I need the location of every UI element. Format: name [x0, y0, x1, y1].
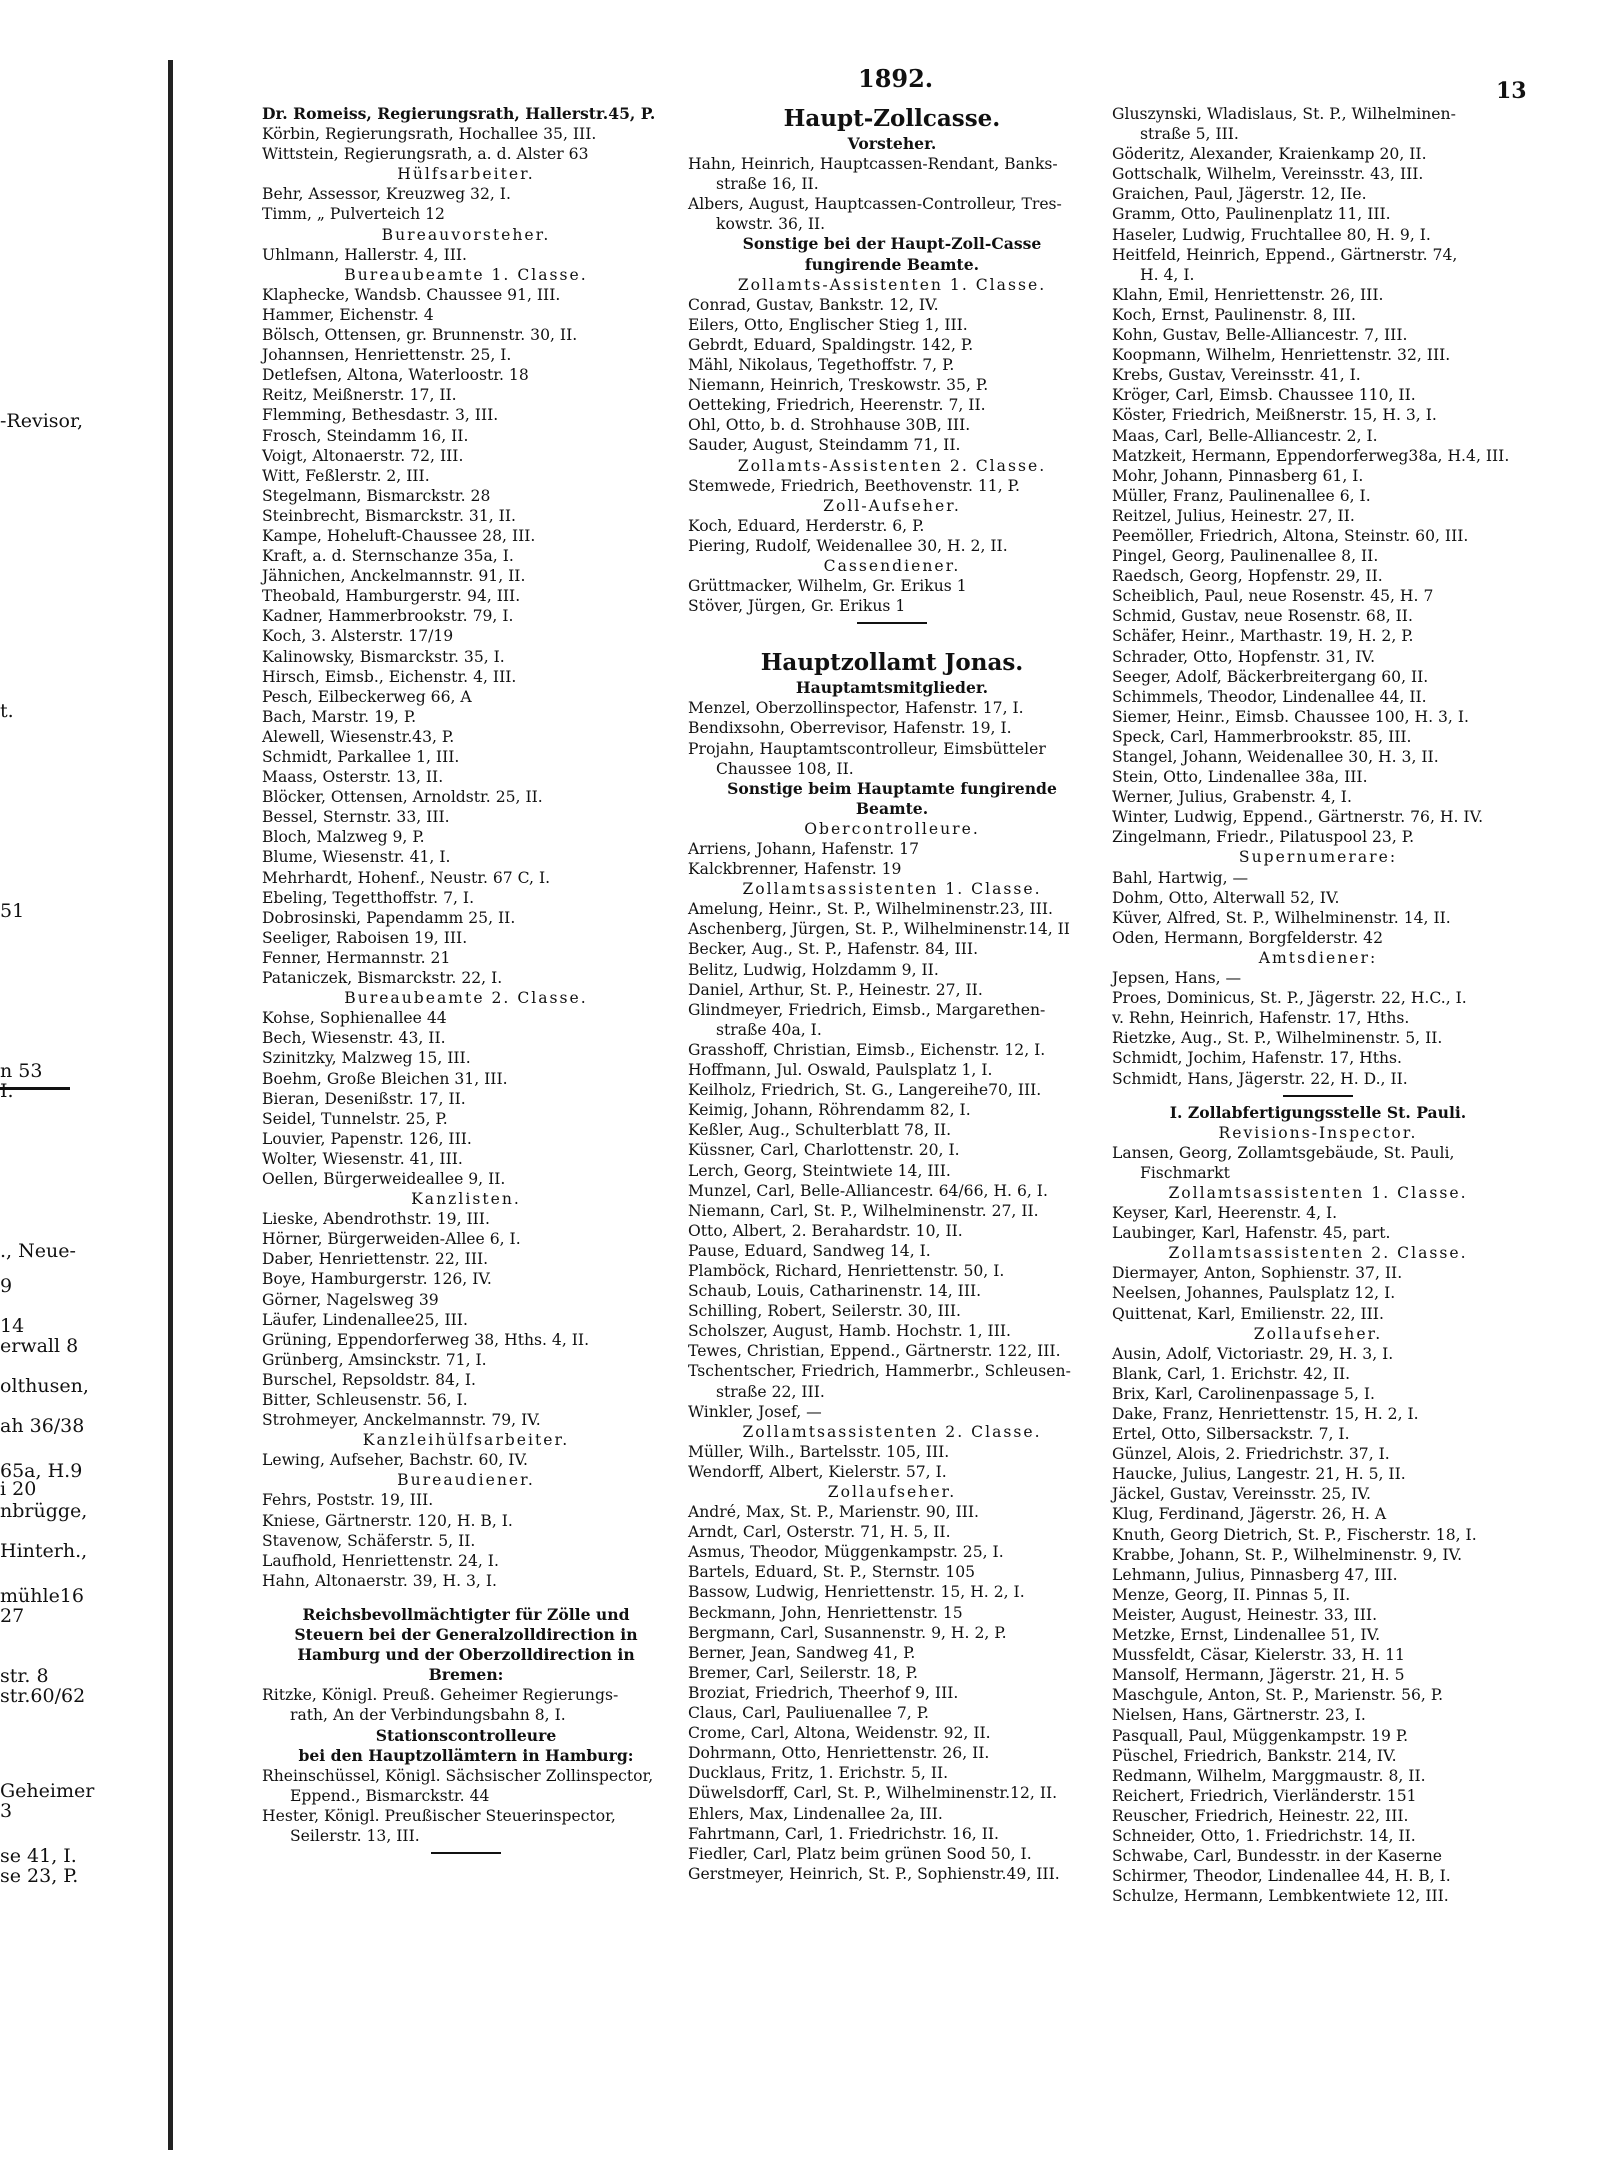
entry-line: Eppend., Bismarckstr. 44	[290, 1786, 490, 1805]
bleed-fragment: Hinterh.,	[0, 1540, 88, 1562]
entry-line: Quittenat, Karl, Emilienstr. 22, III.	[1112, 1304, 1384, 1323]
entry-line: Köster, Friedrich, Meißnerstr. 15, H. 3, I.	[1112, 406, 1437, 425]
entry-line: Laufhold, Henriettenstr. 24, I.	[262, 1551, 499, 1570]
entry-line: Redmann, Wilhelm, Marggmaustr. 8, II.	[1112, 1766, 1426, 1785]
entry-line: Frosch, Steindamm 16, II.	[262, 426, 469, 445]
entry-line: Keilholz, Friedrich, St. G., Langereihe70, III.	[688, 1081, 1042, 1100]
entry-line: Mussfeldt, Cäsar, Kielerstr. 33, H. 11	[1112, 1646, 1405, 1665]
entry-line: Mähl, Nikolaus, Tegethoffstr. 7, P.	[688, 356, 955, 375]
entry-line: Speck, Carl, Hammerbrookstr. 85, III.	[1112, 727, 1412, 746]
entry-line: Hammer, Eichenstr. 4	[262, 305, 434, 324]
entry-line: Koch, Ernst, Paulinenstr. 8, III.	[1112, 305, 1356, 324]
entry-line: Fischmarkt	[1140, 1163, 1230, 1182]
entry-line: Wittstein, Regierungsrath, a. d. Alster 63	[262, 145, 589, 164]
entry-line: Amelung, Heinr., St. P., Wilhelminenstr.23, III.	[688, 900, 1054, 919]
entry-line: Heitfeld, Heinrich, Eppend., Gärtnerstr. 74,	[1112, 245, 1458, 264]
entry-line: Mansolf, Hermann, Jägerstr. 21, H. 5	[1112, 1666, 1405, 1685]
entry-line: Schmidt, Parkallee 1, III.	[262, 748, 460, 766]
previous-page-bleed	[0, 60, 170, 2150]
entry-line: Alewell, Wiesenstr.43, P.	[262, 727, 455, 746]
entry-line: Klug, Ferdinand, Jägerstr. 26, H. A	[1112, 1505, 1387, 1524]
page-number: 13	[1496, 78, 1527, 104]
entry-line: Scholszer, August, Hamb. Hochstr. 1, III.	[688, 1322, 1011, 1341]
section-heading: Zollamtsassistenten 1. Classe.	[742, 880, 1042, 899]
entry-line: Aschenberg, Jürgen, St. P., Wilhelminenstr.14, II	[688, 920, 1070, 939]
entry-line: Jähnichen, Anckelmannstr. 91, II.	[262, 567, 526, 586]
column-left	[262, 104, 670, 1860]
entry-line: Theobald, Hamburgerstr. 94, III.	[262, 587, 521, 606]
bleed-fragment: str. 8	[0, 1665, 49, 1687]
entry-line: Kohse, Sophienallee 44	[262, 1009, 447, 1028]
section-heading: Sonstige bei der Haupt-Zoll-Casse	[742, 234, 1042, 254]
entry-line: Haucke, Julius, Langestr. 21, H. 5, II.	[1112, 1465, 1406, 1484]
section-heading: Hülfsarbeiter.	[397, 165, 535, 184]
entry-line: Hoffmann, Jul. Oswald, Paulsplatz 1, I.	[688, 1061, 993, 1080]
entry-line: Becker, Aug., St. P., Hafenstr. 84, III.	[688, 940, 979, 959]
entry-line: Görner, Nagelsweg 39	[262, 1290, 439, 1309]
section-heading: Hamburg und der Oberzolldirection in	[297, 1645, 635, 1665]
entry-line: Lewing, Aufseher, Bachstr. 60, IV.	[262, 1451, 528, 1470]
entry-line: Oden, Hermann, Borgfelderstr. 42	[1112, 928, 1384, 947]
entry-line: Reitz, Meißnerstr. 17, II.	[262, 386, 457, 405]
entry-line: Voigt, Altonaerstr. 72, III.	[262, 446, 464, 465]
entry-line: Hirsch, Eimsb., Eichenstr. 4, III.	[262, 667, 517, 686]
entry-line: Maas, Carl, Belle-Alliancestr. 2, I.	[1112, 426, 1378, 445]
entry-line: Hahn, Altonaerstr. 39, H. 3, I.	[262, 1571, 497, 1590]
bleed-fragment: se 41, I.	[0, 1845, 77, 1867]
entry-line: Lieske, Abendrothstr. 19, III.	[262, 1210, 490, 1229]
entry-line: Louvier, Papenstr. 126, III.	[262, 1129, 472, 1148]
entry-line: Winkler, Josef, —	[688, 1402, 822, 1421]
bleed-fragment: mühle16	[0, 1585, 84, 1607]
entry-line: Laubinger, Karl, Hafenstr. 45, part.	[1112, 1224, 1391, 1243]
entry-line: Knuth, Georg Dietrich, St. P., Fischerstr. 18, I.	[1112, 1525, 1477, 1544]
entry-line: Schilling, Robert, Seilerstr. 30, III.	[688, 1302, 962, 1321]
section-heading: Zollamts-Assistenten 2. Classe.	[737, 456, 1047, 475]
entry-line: Schirmer, Theodor, Lindenallee 44, H. B, I.	[1112, 1867, 1451, 1886]
section-rule	[688, 616, 1096, 630]
entry-line: Göderitz, Alexander, Kraienkamp 20, II.	[1112, 145, 1427, 164]
entry-line: Neelsen, Johannes, Paulsplatz 12, I.	[1112, 1284, 1396, 1303]
bleed-fragment: erwall 8	[0, 1335, 79, 1357]
section-heading: Reichsbevollmächtigter für Zölle und	[302, 1604, 630, 1624]
entry-line: Rheinschüssel, Königl. Sächsischer Zollinspector,	[262, 1766, 654, 1785]
entry-line: Plamböck, Richard, Henriettenstr. 50, I.	[688, 1261, 1005, 1280]
entry-line: Fehrs, Poststr. 19, III.	[262, 1491, 434, 1510]
entry-line: Arriens, Johann, Hafenstr. 17	[688, 840, 920, 858]
entry-line: Munzel, Carl, Belle-Alliancestr. 64/66, H. 6, I.	[688, 1181, 1048, 1200]
entry-line: Bölsch, Ottensen, gr. Brunnenstr. 30, II.	[262, 326, 578, 345]
entry-line: Kadner, Hammerbrookstr. 79, I.	[262, 607, 514, 626]
bleed-fragment: 51	[0, 900, 25, 922]
bleed-fragment: 65a, H.9	[0, 1460, 83, 1482]
entry-line: Bach, Marstr. 19, P.	[262, 707, 417, 726]
entry-line: Tschentscher, Friedrich, Hammerbr., Schleusen-	[688, 1362, 1071, 1381]
entry-line: Kniese, Gärtnerstr. 120, H. B, I.	[262, 1511, 513, 1530]
entry-line: Schimmels, Theodor, Lindenallee 44, II.	[1112, 687, 1427, 706]
entry-line: Körbin, Regierungsrath, Hochallee 35, III.	[262, 125, 597, 144]
entry-line: Menze, Georg, II. Pinnas 5, II.	[1112, 1585, 1351, 1604]
entry-line: Pingel, Georg, Paulinenallee 8, II.	[1112, 547, 1379, 566]
binding-gutter	[168, 60, 173, 2150]
entry-line: Gebrdt, Eduard, Spaldingstr. 142, P.	[688, 335, 974, 354]
section-heading: Bremen:	[428, 1665, 504, 1685]
entry-line: Schneider, Otto, 1. Friedrichstr. 14, II.	[1112, 1826, 1416, 1845]
bleed-fragment: se 23, P.	[0, 1865, 79, 1887]
entry-line: Günzel, Alois, 2. Friedrichstr. 37, I.	[1112, 1445, 1390, 1464]
entry-line: Piering, Rudolf, Weidenallee 30, H. 2, II.	[688, 536, 1008, 555]
entry-line: Metzke, Ernst, Lindenallee 51, IV.	[1112, 1626, 1381, 1645]
entry-line: Lehmann, Julius, Pinnasberg 47, III.	[1112, 1565, 1398, 1584]
bleed-fragment: 9	[0, 1275, 13, 1297]
entry-line: Zingelmann, Friedr., Pilatuspool 23, P.	[1112, 828, 1415, 847]
entry-line: Conrad, Gustav, Bankstr. 12, IV.	[688, 295, 939, 314]
section-heading: Haupt-Zollcasse.	[783, 105, 1001, 132]
entry-line: Dohrmann, Otto, Henriettenstr. 26, II.	[688, 1744, 990, 1763]
entry-line: Burschel, Repsoldstr. 84, I.	[262, 1370, 476, 1389]
entry-line: Wendorff, Albert, Kielerstr. 57, I.	[688, 1462, 947, 1481]
section-heading: Zollamtsassistenten 1. Classe.	[1168, 1183, 1468, 1202]
entry-line: Seilerstr. 13, III.	[290, 1826, 420, 1845]
entry-line: Bech, Wiesenstr. 43, II.	[262, 1029, 446, 1048]
bleed-fragment: 14	[0, 1315, 25, 1337]
entry-line: Grüttmacker, Wilhelm, Gr. Erikus 1	[688, 577, 967, 596]
entry-line: Chaussee 108, II.	[716, 759, 854, 778]
entry-line: Nielsen, Hans, Gärtnerstr. 23, I.	[1112, 1706, 1366, 1725]
entry-line: Koch, Eduard, Herderstr. 6, P.	[688, 516, 925, 535]
section-heading: Vorsteher.	[847, 134, 937, 153]
entry-line: straße 22, III.	[716, 1382, 825, 1401]
entry-line: Timm, „ Pulverteich 12	[262, 205, 445, 224]
entry-line: Maass, Osterstr. 13, II.	[262, 768, 444, 787]
entry-line: Tewes, Christian, Eppend., Gärtnerstr. 122, III.	[688, 1342, 1061, 1361]
entry-line: Mehrhardt, Hohenf., Neustr. 67 C, I.	[262, 868, 551, 887]
entry-line: Blume, Wiesenstr. 41, I.	[262, 848, 451, 867]
entry-line: Dobrosinski, Papendamm 25, II.	[262, 908, 516, 927]
entry-line: Strohmeyer, Anckelmannstr. 79, IV.	[262, 1411, 541, 1430]
entry-line: Bessel, Sternstr. 33, III.	[262, 808, 450, 827]
entry-line: Bendixsohn, Oberrevisor, Hafenstr. 19, I.	[688, 719, 1012, 738]
section-heading: Bureaubeamte 2. Classe.	[344, 989, 588, 1008]
entry-line: Werner, Julius, Grabenstr. 4, I.	[1112, 788, 1352, 807]
bleed-fragment: -Revisor,	[0, 410, 84, 432]
entry-line: Bergmann, Carl, Susannenstr. 9, H. 2, P.	[688, 1623, 1007, 1642]
entry-line: Läufer, Lindenallee25, III.	[262, 1310, 468, 1329]
entry-line: Reuscher, Friedrich, Heinestr. 22, III.	[1112, 1806, 1409, 1825]
entry-line: Bartels, Eduard, St. P., Sternstr. 105	[688, 1563, 976, 1582]
entry-line: Keßler, Aug., Schulterblatt 78, II.	[688, 1121, 952, 1140]
entry-line: Lerch, Georg, Steintwiete 14, III.	[688, 1161, 951, 1180]
section-heading: bei den Hauptzollämtern in Hamburg:	[298, 1745, 634, 1765]
entry-line: Pasquall, Paul, Müggenkampstr. 19 P.	[1112, 1726, 1409, 1745]
section-heading: Stationscontrolleure	[375, 1725, 557, 1745]
entry-line: Stegelmann, Bismarckstr. 28	[262, 486, 491, 505]
section-heading: fungirende Beamte.	[804, 254, 980, 274]
entry-line: Uhlmann, Hallerstr. 4, III.	[262, 245, 468, 264]
entry-line: Daber, Henriettenstr. 22, III.	[262, 1250, 489, 1269]
entry-line: Flemming, Bethesdastr. 3, III.	[262, 406, 499, 425]
section-heading: Hauptamtsmitglieder.	[795, 678, 989, 698]
entry-line: Raedsch, Georg, Hopfenstr. 29, II.	[1112, 567, 1383, 586]
entry-line: Wolter, Wiesenstr. 41, III.	[262, 1149, 463, 1168]
bleed-fragment: 3	[0, 1800, 13, 1822]
section-rule	[1112, 1089, 1524, 1103]
bleed-fragment: n 53	[0, 1060, 43, 1082]
entry-line: Grasshoff, Christian, Eimsb., Eichenstr. 12, I.	[688, 1040, 1046, 1059]
entry-line: Kalckbrenner, Hafenstr. 19	[688, 860, 902, 879]
entry-line: Ehlers, Max, Lindenallee 2a, III.	[688, 1804, 943, 1823]
entry-line: Johannsen, Henriettenstr. 25, I.	[262, 346, 512, 365]
entry-line: kowstr. 36, II.	[716, 215, 826, 234]
entry-line: rath, An der Verbindungsbahn 8, I.	[290, 1706, 566, 1725]
entry-line: Dr. Romeiss, Regierungsrath, Hallerstr.45, P.	[262, 104, 656, 123]
entry-line: Seidel, Tunnelstr. 25, P.	[262, 1109, 448, 1128]
entry-line: Müller, Franz, Paulinenallee 6, I.	[1112, 486, 1371, 505]
section-heading: Cassendiener.	[823, 556, 961, 575]
entry-line: Fiedler, Carl, Platz beim grünen Sood 50, I.	[688, 1844, 1032, 1863]
entry-line: v. Rehn, Heinrich, Hafenstr. 17, Hths.	[1112, 1009, 1410, 1028]
column-right	[1112, 104, 1524, 1906]
entry-line: Berner, Jean, Sandweg 41, P.	[688, 1643, 916, 1662]
entry-line: Witt, Feßlerstr. 2, III.	[262, 466, 430, 485]
bleed-fragment: str.60/62	[0, 1685, 86, 1707]
section-heading: I. Zollabfertigungsstelle St. Pauli.	[1169, 1102, 1467, 1122]
bleed-fragment: t.	[0, 700, 14, 722]
entry-line: Pataniczek, Bismarckstr. 22, I.	[262, 969, 503, 988]
entry-line: Püschel, Friedrich, Bankstr. 214, IV.	[1112, 1746, 1397, 1765]
entry-line: Stöver, Jürgen, Gr. Erikus 1	[688, 597, 906, 616]
entry-line: Pause, Eduard, Sandweg 14, I.	[688, 1241, 931, 1260]
bleed-fragment: olthusen,	[0, 1375, 89, 1397]
entry-line: Stemwede, Friedrich, Beethovenstr. 11, P.	[688, 476, 1020, 495]
entry-line: Küver, Alfred, St. P., Wilhelminenstr. 14, II.	[1112, 908, 1451, 927]
entry-line: Kampe, Hoheluft-Chaussee 28, III.	[262, 526, 536, 545]
bleed-fragment: i 20	[0, 1478, 37, 1500]
bleed-fragment: Geheimer	[0, 1780, 95, 1802]
entry-line: André, Max, St. P., Marienstr. 90, III.	[688, 1503, 980, 1522]
entry-line: Kohn, Gustav, Belle-Alliancestr. 7, III.	[1112, 326, 1408, 345]
section-heading: Sonstige beim Hauptamte fungirende	[727, 778, 1057, 798]
entry-line: Projahn, Hauptamtscontrolleur, Eimsbütteler	[688, 739, 1046, 758]
entry-line: Szinitzky, Malzweg 15, III.	[262, 1049, 471, 1068]
entry-line: Haseler, Ludwig, Fruchtallee 80, H. 9, I.	[1112, 225, 1431, 244]
entry-line: Scheiblich, Paul, neue Rosenstr. 45, H. 7	[1112, 587, 1434, 606]
section-heading: Zollaufseher.	[827, 1483, 957, 1501]
entry-line: Arndt, Carl, Osterstr. 71, H. 5, II.	[688, 1523, 951, 1542]
entry-line: Dake, Franz, Henriettenstr. 15, H. 2, I.	[1112, 1405, 1419, 1423]
entry-line: Beckmann, John, Henriettenstr. 15	[688, 1603, 963, 1622]
entry-line: Diermayer, Anton, Sophienstr. 37, II.	[1112, 1264, 1403, 1283]
entry-line: Ducklaus, Fritz, 1. Erichstr. 5, II.	[688, 1764, 949, 1783]
section-heading: Zollamts-Assistenten 1. Classe.	[737, 275, 1047, 294]
entry-line: Kalinowsky, Bismarckstr. 35, I.	[262, 647, 505, 666]
entry-line: straße 16, II.	[716, 175, 819, 194]
entry-line: Crome, Carl, Altona, Weidenstr. 92, II.	[688, 1724, 991, 1743]
entry-line: Eilers, Otto, Englischer Stieg 1, III.	[688, 315, 968, 334]
entry-line: Matzkeit, Hermann, Eppendorferweg38a, H.4, III.	[1112, 446, 1510, 465]
section-heading: Supernumerare:	[1238, 848, 1398, 867]
entry-line: Belitz, Ludwig, Holzdamm 9, II.	[688, 960, 939, 979]
entry-line: Reichert, Friedrich, Vierländerstr. 151	[1112, 1786, 1417, 1805]
entry-line: Fenner, Hermannstr. 21	[262, 948, 451, 967]
entry-line: Rietzke, Aug., St. P., Wilhelminenstr. 5, II.	[1112, 1029, 1443, 1048]
entry-line: Boye, Hamburgerstr. 126, IV.	[262, 1270, 492, 1289]
entry-line: Winter, Ludwig, Eppend., Gärtnerstr. 76, H. IV.	[1112, 808, 1484, 827]
entry-line: Küssner, Carl, Charlottenstr. 20, I.	[688, 1141, 960, 1160]
entry-line: Oellen, Bürgerweideallee 9, II.	[262, 1169, 506, 1188]
bleed-fragment: I.	[0, 1080, 14, 1102]
entry-line: Bassow, Ludwig, Henriettenstr. 15, H. 2, I.	[688, 1583, 1025, 1602]
entry-line: Detlefsen, Altona, Waterloostr. 18	[262, 366, 529, 385]
section-heading: Zollaufseher.	[1253, 1324, 1383, 1343]
section-heading: Bureauvorsteher.	[381, 225, 551, 244]
entry-line: Keyser, Karl, Heerenstr. 4, I.	[1112, 1204, 1338, 1223]
entry-line: Fahrtmann, Carl, 1. Friedrichstr. 16, II.	[688, 1824, 999, 1843]
entry-line: Jäckel, Gustav, Vereinsstr. 25, IV.	[1112, 1485, 1371, 1504]
entry-line	[262, 1591, 670, 1605]
entry-line: Ebeling, Tegetthoffstr. 7, I.	[262, 888, 475, 907]
bleed-fragment: nbrügge,	[0, 1500, 88, 1522]
entry-line: Sauder, August, Steindamm 71, II.	[688, 436, 961, 455]
entry-line: Glindmeyer, Friedrich, Eimsb., Margarethen-	[688, 1000, 1046, 1019]
entry-line: Menzel, Oberzollinspector, Hafenstr. 17, I.	[688, 699, 1024, 718]
entry-line: Jepsen, Hans, —	[1112, 969, 1242, 988]
entry-line: Stangel, Johann, Weidenallee 30, H. 3, II.	[1112, 748, 1439, 766]
entry-line: Hahn, Heinrich, Hauptcassen-Rendant, Banks-	[688, 155, 1058, 174]
entry-line: Gottschalk, Wilhelm, Vereinsstr. 43, III.	[1112, 165, 1424, 184]
section-rule	[262, 1846, 670, 1860]
section-heading: Bureaudiener.	[397, 1471, 535, 1490]
section-heading: Revisions-Inspector.	[1218, 1123, 1418, 1142]
entry-line: straße 40a, I.	[716, 1020, 822, 1039]
entry-line: Stavenow, Schäferstr. 5, II.	[262, 1531, 476, 1550]
entry-line: Bitter, Schleusenstr. 56, I.	[262, 1391, 468, 1409]
entry-line: Stein, Otto, Lindenallee 38a, III.	[1112, 768, 1368, 787]
column-middle	[688, 86, 1096, 1884]
entry-line: Gluszynski, Wladislaus, St. P., Wilhelminen-	[1112, 105, 1456, 123]
entry-line: Proes, Dominicus, St. P., Jägerstr. 22, H.C., I.	[1112, 989, 1467, 1008]
entry-line: Otto, Albert, 2. Berahardstr. 10, II.	[688, 1221, 963, 1240]
entry-line: Hester, Königl. Preußischer Steuerinspector,	[262, 1806, 616, 1825]
entry-line: Dohm, Otto, Alterwall 52, IV.	[1112, 888, 1340, 907]
entry-line: Grüning, Eppendorferweg 38, Hths. 4, II.	[262, 1330, 590, 1349]
section-heading: Hauptzollamt Jonas.	[760, 649, 1024, 677]
entry-line: Krabbe, Johann, St. P., Wilhelminenstr. 9, IV.	[1112, 1545, 1463, 1564]
entry-line: Seeliger, Raboisen 19, III.	[262, 928, 468, 947]
entry-line: Mohr, Johann, Pinnasberg 61, I.	[1112, 466, 1364, 485]
entry-line: Ertel, Otto, Silbersackstr. 7, I.	[1112, 1425, 1350, 1444]
entry-line: Gerstmeyer, Heinrich, St. P., Sophienstr.49, III.	[688, 1864, 1060, 1883]
entry-line: H. 4, I.	[1140, 265, 1195, 284]
page-year: 1892.	[858, 64, 934, 93]
section-heading: Amtsdiener:	[1258, 948, 1378, 967]
entry-line: Schmid, Gustav, neue Rosenstr. 68, II.	[1112, 607, 1413, 626]
entry-line: Blöcker, Ottensen, Arnoldstr. 25, II.	[262, 788, 543, 807]
entry-line: Peemöller, Friedrich, Altona, Steinstr. 60, III.	[1112, 526, 1469, 545]
bleed-fragment: ., Neue-	[0, 1240, 76, 1262]
entry-line: Düwelsdorff, Carl, St. P., Wilhelminenstr.12, II.	[688, 1784, 1058, 1803]
entry-line: Bremer, Carl, Seilerstr. 18, P.	[688, 1663, 918, 1682]
entry-line: Reitzel, Julius, Heinestr. 27, II.	[1112, 506, 1355, 525]
entry-line: straße 5, III.	[1140, 125, 1239, 144]
entry-line: Krebs, Gustav, Vereinsstr. 41, I.	[1112, 366, 1361, 385]
entry-line: Gramm, Otto, Paulinenplatz 11, III.	[1112, 205, 1391, 224]
entry-line: Schäfer, Heinr., Marthastr. 19, H. 2, P.	[1112, 627, 1414, 646]
entry-line: Koopmann, Wilhelm, Henriettenstr. 32, III.	[1112, 346, 1451, 365]
entry-line: Asmus, Theodor, Müggenkampstr. 25, I.	[688, 1543, 1004, 1562]
entry-line: Seeger, Adolf, Bäckerbreitergang 60, II.	[1112, 667, 1429, 686]
entry-line: Ritzke, Königl. Preuß. Geheimer Regierungs-	[262, 1686, 619, 1705]
section-heading: Obercontrolleure.	[804, 819, 980, 838]
section-heading: Zollamtsassistenten 2. Classe.	[1168, 1244, 1468, 1263]
entry-line: Schrader, Otto, Hopfenstr. 31, IV.	[1112, 647, 1376, 666]
entry-line: Grünberg, Amsinckstr. 71, I.	[262, 1350, 487, 1369]
entry-line: Niemann, Carl, St. P., Wilhelminenstr. 27, II.	[688, 1201, 1039, 1220]
section-heading: Zoll-Aufseher.	[823, 496, 961, 515]
entry-line: Schulze, Hermann, Lembkentwiete 12, III.	[1112, 1887, 1449, 1906]
entry-line: Müller, Wilh., Bartelsstr. 105, III.	[688, 1442, 950, 1461]
section-heading: Steuern bei der Generalzolldirection in	[294, 1625, 638, 1645]
entry-line: Schwabe, Carl, Bundesstr. in der Kaserne	[1112, 1847, 1443, 1866]
entry-line: Brix, Karl, Carolinenpassage 5, I.	[1112, 1384, 1375, 1403]
entry-line: Schaub, Louis, Catharinenstr. 14, III.	[688, 1282, 982, 1301]
entry-line: Klaphecke, Wandsb. Chaussee 91, III.	[262, 285, 561, 304]
section-heading: Kanzleihülfsarbeiter.	[362, 1431, 570, 1450]
entry-line: Klahn, Emil, Henriettenstr. 26, III.	[1112, 285, 1384, 304]
entry-line: Meister, August, Heinestr. 33, III.	[1112, 1605, 1378, 1624]
section-heading: Zollamtsassistenten 2. Classe.	[742, 1422, 1042, 1441]
entry-line: Ohl, Otto, b. d. Strohhause 30B, III.	[688, 416, 971, 435]
entry-line: Bloch, Malzweg 9, P.	[262, 828, 425, 847]
entry-line: Bieran, Desenißstr. 17, II.	[262, 1089, 466, 1108]
entry-line: Albers, August, Hauptcassen-Controlleur, Tres-	[688, 195, 1062, 214]
bleed-fragment: 27	[0, 1605, 25, 1627]
entry-line: Niemann, Heinrich, Treskowstr. 35, P.	[688, 376, 989, 395]
entry-line: Claus, Carl, Pauliuenallee 7, P.	[688, 1704, 929, 1723]
entry-line: Hörner, Bürgerweiden-Allee 6, I.	[262, 1230, 521, 1249]
entry-line: Daniel, Arthur, St. P., Heinestr. 27, II.	[688, 980, 983, 999]
entry-line: Oetteking, Friedrich, Heerenstr. 7, II.	[688, 396, 986, 415]
entry-line: Boehm, Große Bleichen 31, III.	[262, 1069, 508, 1088]
bleed-fragment: ah 36/38	[0, 1415, 85, 1437]
entry-line: Behr, Assessor, Kreuzweg 32, I.	[262, 185, 511, 204]
section-heading: Beamte.	[855, 798, 929, 818]
entry-line: Kraft, a. d. Sternschanze 35a, I.	[262, 547, 514, 566]
entry-line: Koch, 3. Alsterstr. 17/19	[262, 627, 454, 646]
entry-line: Blank, Carl, 1. Erichstr. 42, II.	[1112, 1364, 1351, 1383]
entry-line: Lansen, Georg, Zollamtsgebäude, St. Pauli,	[1112, 1143, 1455, 1162]
entry-line: Kröger, Carl, Eimsb. Chaussee 110, II.	[1112, 386, 1416, 405]
entry-line: Ausin, Adolf, Victoriastr. 29, H. 3, I.	[1112, 1344, 1394, 1363]
section-heading: Kanzlisten.	[411, 1190, 521, 1209]
entry-line: Graichen, Paul, Jägerstr. 12, IIe.	[1112, 185, 1367, 204]
entry-line: Keimig, Johann, Röhrendamm 82, I.	[688, 1101, 971, 1120]
entry-line: Siemer, Heinr., Eimsb. Chaussee 100, H. 3, I.	[1112, 707, 1469, 726]
entry-line: Steinbrecht, Bismarckstr. 31, II.	[262, 506, 516, 525]
section-heading: Bureaubeamte 1. Classe.	[344, 265, 588, 284]
entry-line: Pesch, Eilbeckerweg 66, A	[262, 687, 472, 706]
entry-line: Broziat, Friedrich, Theerhof 9, III.	[688, 1683, 959, 1702]
entry-line: Maschgule, Anton, St. P., Marienstr. 56, P.	[1112, 1686, 1444, 1705]
entry-line: Bahl, Hartwig, —	[1112, 868, 1249, 887]
entry-line: Schmidt, Hans, Jägerstr. 22, H. D., II.	[1112, 1069, 1408, 1088]
entry-line: Schmidt, Jochim, Hafenstr. 17, Hths.	[1112, 1049, 1402, 1068]
